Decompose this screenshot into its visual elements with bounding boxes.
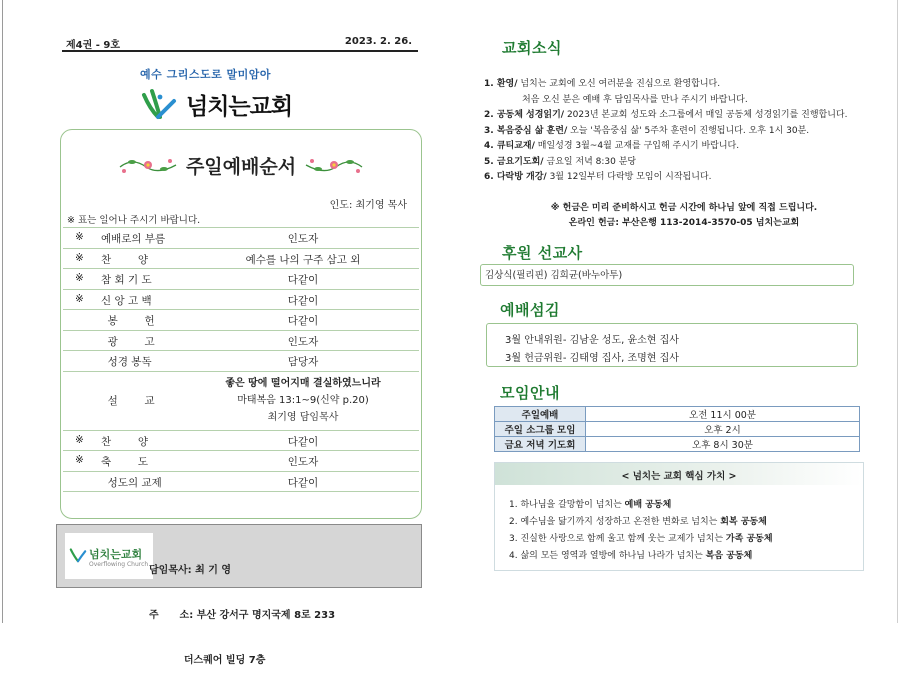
serving-title: 예배섬김 bbox=[500, 301, 560, 319]
order-item-name: 신 앙 고 백 bbox=[101, 294, 152, 307]
stand-notice: ※ 표는 일어나 주시기 바랍니다. bbox=[67, 215, 201, 226]
meeting-name: 주일 소그룹 모임 bbox=[495, 422, 586, 437]
worship-presider: 인도: 최기영 목사 bbox=[329, 200, 407, 211]
order-row bbox=[63, 268, 419, 289]
stand-mark: ※ bbox=[75, 231, 84, 243]
order-item-name: 참 회 기 도 bbox=[101, 274, 152, 286]
order-item-name: 설 교 bbox=[101, 394, 155, 407]
table-row bbox=[495, 422, 860, 437]
flower-vine-right-icon bbox=[304, 153, 364, 177]
news-item: 4. 큐티교재/ 매일성경 3월~4월 교재를 구입해 주시기 바랍니다. bbox=[484, 141, 740, 151]
order-item-detail: 다같이 bbox=[287, 435, 319, 448]
meeting-title: 모임안내 bbox=[500, 384, 560, 402]
order-item-detail: 인도자 bbox=[287, 456, 319, 468]
order-item-detail: 예수를 나의 구주 삼고 외 bbox=[245, 253, 361, 266]
order-item-name: 성도의 교제 bbox=[101, 476, 162, 489]
list-item: 2. 예수님을 닮기까지 성장하고 온전한 변화로 넘치는 회복 공동체 bbox=[509, 517, 767, 527]
list-item: 3. 진실한 사랑으로 함께 울고 함께 웃는 교제가 넘치는 가족 공동체 bbox=[509, 534, 773, 544]
flower-vine-left-icon bbox=[118, 153, 178, 177]
order-row bbox=[63, 450, 419, 471]
sermon-title: 좋은 땅에 떨어지매 결실하였느니라 bbox=[225, 377, 381, 389]
order-item-name: 광 고 bbox=[101, 335, 155, 348]
order-row bbox=[63, 471, 419, 493]
info-logo-icon bbox=[69, 545, 87, 563]
order-item-name: 예배로의 부름 bbox=[101, 233, 166, 245]
order-row bbox=[63, 289, 419, 310]
address-line: 주 소: 부산 강서구 명지국제 8로 233 bbox=[149, 610, 336, 621]
order-item-detail: 다같이 bbox=[287, 294, 319, 307]
order-item-detail: 다같이 bbox=[287, 274, 319, 286]
issue-date: 2023. 2. 26. bbox=[344, 36, 412, 47]
issue-number: 제4권 - 9호 bbox=[66, 40, 121, 51]
issue-bar bbox=[62, 36, 418, 52]
meeting-time: 오후 8시 30분 bbox=[586, 437, 860, 452]
church-info-box bbox=[56, 524, 422, 666]
serving-box bbox=[486, 323, 858, 367]
meeting-name: 금요 저녁 기도회 bbox=[495, 437, 586, 452]
sermon-row bbox=[63, 371, 419, 430]
order-item-detail: 인도자 bbox=[287, 335, 319, 348]
table-row bbox=[495, 407, 860, 422]
meeting-name: 주일예배 bbox=[495, 407, 586, 422]
worship-order-title: 주일예배순서 bbox=[185, 155, 297, 178]
sermon-details bbox=[213, 375, 393, 426]
order-item-detail: 담당자 bbox=[287, 356, 319, 368]
stand-mark: ※ bbox=[75, 251, 84, 264]
order-row bbox=[63, 227, 419, 248]
info-logo-subtitle: Overflowing Church bbox=[89, 561, 149, 568]
page-left-edge bbox=[2, 0, 3, 623]
news-item: 6. 다락방 개강/ 3월 12일부터 다락방 모임이 시작됩니다. bbox=[484, 172, 712, 182]
missionary-title: 후원 선교사 bbox=[502, 244, 583, 262]
meeting-time: 오후 2시 bbox=[586, 422, 860, 437]
church-logo bbox=[140, 86, 292, 122]
church-logo-icon bbox=[140, 87, 178, 121]
online-offering-line: 온라인 헌금: 부산은행 113-2014-3570-05 넘치는교회 bbox=[568, 218, 800, 228]
table-row bbox=[495, 437, 860, 452]
news-item: 3. 복음중심 삶 훈련/ 오늘 '복음중심 삶' 5주차 훈련이 진행됩니다. 오후 1시 30분. bbox=[484, 125, 810, 136]
stand-mark: ※ bbox=[75, 433, 84, 446]
church-name: 넘치는교회 bbox=[186, 93, 293, 120]
missionary-names: 김상식(필리핀) 김희균(바누아투) bbox=[480, 264, 854, 286]
order-row bbox=[63, 350, 419, 371]
pastor-line: 담임목사: 최 기 영 bbox=[149, 565, 232, 576]
usher-line: 3월 안내위원- 김남운 성도, 윤소현 집사 bbox=[505, 335, 679, 346]
order-item-name: 찬 양 bbox=[101, 435, 148, 448]
stand-mark: ※ bbox=[75, 272, 84, 284]
offering-line: ※ 헌금은 미리 준비하시고 헌금 시간에 하나님 앞에 직접 드립니다. bbox=[550, 203, 818, 213]
page-right-edge bbox=[897, 0, 898, 623]
list-item: 1. 하나님을 갈망함이 넘치는 예배 공동체 bbox=[509, 500, 672, 510]
core-values-list bbox=[509, 497, 773, 565]
news-title: 교회소식 bbox=[502, 39, 562, 57]
core-values-box bbox=[494, 462, 864, 571]
info-logo-name: 넘치는교회 bbox=[89, 548, 143, 561]
offering-team-line: 3월 헌금위원- 김태영 집사, 조명현 집사 bbox=[505, 353, 679, 364]
sermon-preacher: 최기영 담임목사 bbox=[267, 411, 339, 423]
order-row bbox=[63, 309, 419, 330]
worship-order-box bbox=[60, 129, 422, 519]
order-item-detail: 인도자 bbox=[287, 233, 319, 245]
worship-order-list bbox=[63, 227, 419, 492]
list-item: 4. 삶의 모든 영역과 열방에 하나님 나라가 넘치는 복음 공동체 bbox=[509, 551, 753, 561]
address-line-2: 더스퀘어 빌딩 7층 bbox=[149, 655, 266, 666]
news-item: 5. 금요기도회/ 금요일 저녁 8:30 분당 bbox=[484, 156, 637, 167]
order-item-name: 찬 양 bbox=[101, 253, 148, 266]
worship-order-title-row bbox=[61, 150, 421, 180]
order-row bbox=[63, 430, 419, 451]
stand-mark: ※ bbox=[75, 292, 84, 305]
order-item-name: 봉 헌 bbox=[101, 315, 155, 327]
order-row bbox=[63, 248, 419, 269]
order-item-name: 축 도 bbox=[101, 456, 148, 468]
news-item: 2. 공동체 성경읽기/ 2023년 본교회 성도와 소그룹에서 매일 공동체 성경읽기를 진행합니다. bbox=[484, 110, 848, 120]
news-item: 처음 오신 분은 예배 후 담임목사를 만나 주시기 바랍니다. bbox=[522, 94, 748, 105]
order-row bbox=[63, 330, 419, 351]
news-item: 1. 환영/ 넘치는 교회에 오신 여러분을 진심으로 환영합니다. bbox=[484, 79, 721, 89]
meeting-table bbox=[494, 406, 860, 452]
offering-notice bbox=[484, 201, 884, 231]
info-logo bbox=[65, 533, 153, 579]
church-motto: 예수 그리스도로 말미암아 bbox=[140, 68, 272, 81]
meeting-time: 오전 11시 00분 bbox=[586, 407, 860, 422]
sermon-scripture: 마태복음 13:1~9(신약 p.20) bbox=[237, 394, 369, 406]
church-info-lines bbox=[149, 533, 335, 698]
stand-mark: ※ bbox=[75, 454, 84, 466]
news-list bbox=[484, 77, 884, 186]
order-item-detail: 다같이 bbox=[287, 476, 319, 489]
order-item-name: 성경 봉독 bbox=[101, 356, 152, 368]
core-values-heading: < 넘치는 교회 핵심 가치 > bbox=[621, 471, 737, 482]
order-item-detail: 다같이 bbox=[287, 315, 319, 327]
